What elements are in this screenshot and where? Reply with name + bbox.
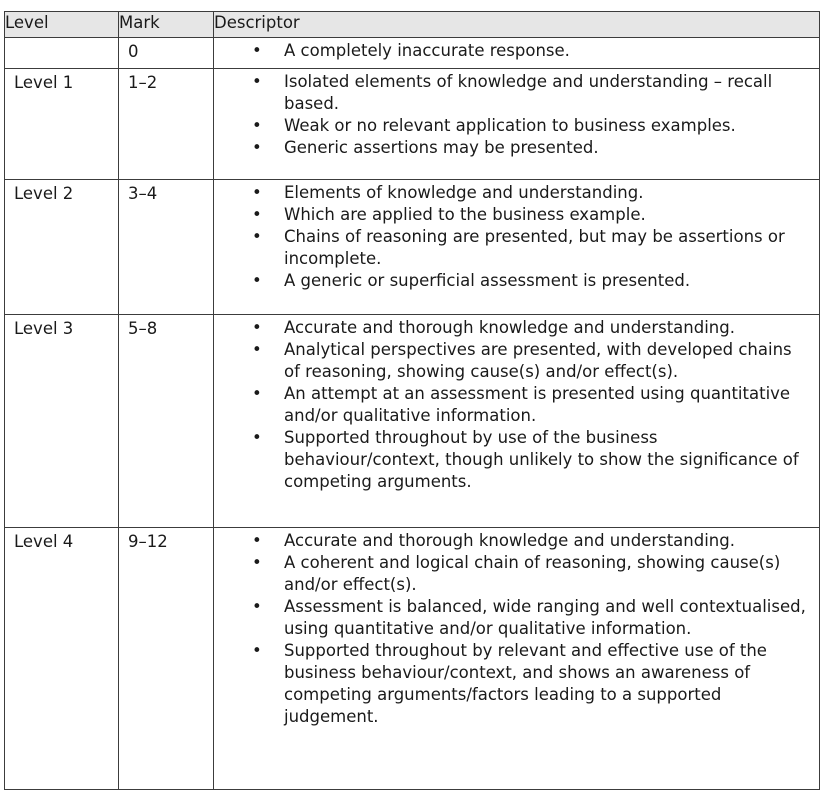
descriptor-text: Supported throughout by use of the business behaviour/context, though unlikely to show the significance of competing arguments. <box>284 428 799 491</box>
bullet-icon: • <box>252 553 262 572</box>
descriptor-text: Accurate and thorough knowledge and understanding. <box>284 318 735 337</box>
bullet-icon: • <box>252 116 262 135</box>
list-item <box>214 427 819 493</box>
descriptor-text: An attempt at an assessment is presented using quantitative and/or qualitative information. <box>284 384 791 425</box>
descriptor-text: Isolated elements of knowledge and understanding – recall based. <box>284 72 773 113</box>
bullet-icon: • <box>252 41 262 60</box>
descriptor-text: Generic assertions may be presented. <box>284 138 599 157</box>
descriptor-cell <box>214 69 820 180</box>
bullet-icon: • <box>252 183 262 202</box>
descriptor-text: A generic or superficial assessment is presented. <box>284 271 691 290</box>
descriptor-list <box>214 530 819 728</box>
descriptor-list <box>214 71 819 159</box>
bullet-icon: • <box>252 205 262 224</box>
table-row <box>5 180 820 315</box>
level-cell <box>5 38 119 69</box>
level-cell: Level 2 <box>5 180 119 315</box>
descriptor-list <box>214 317 819 493</box>
list-item <box>214 137 819 159</box>
list-item <box>214 596 819 640</box>
list-item <box>214 530 819 552</box>
descriptor-list <box>214 182 819 292</box>
list-item <box>214 317 819 339</box>
level-cell: Level 1 <box>5 69 119 180</box>
mark-cell: 9–12 <box>119 528 214 790</box>
bullet-icon: • <box>252 428 262 447</box>
descriptor-text: Weak or no relevant application to business examples. <box>284 116 736 135</box>
level-cell: Level 4 <box>5 528 119 790</box>
list-item <box>214 552 819 596</box>
descriptor-cell <box>214 38 820 69</box>
descriptor-cell <box>214 315 820 528</box>
bullet-icon: • <box>252 72 262 91</box>
table-row <box>5 315 820 528</box>
list-item <box>214 383 819 427</box>
table-row <box>5 69 820 180</box>
bullet-icon: • <box>252 138 262 157</box>
list-item <box>214 204 819 226</box>
header-descriptor: Descriptor <box>214 12 820 38</box>
header-mark: Mark <box>119 12 214 38</box>
descriptor-text: Elements of knowledge and understanding. <box>284 183 644 202</box>
list-item <box>214 640 819 728</box>
mark-cell: 0 <box>119 38 214 69</box>
descriptor-text: Accurate and thorough knowledge and understanding. <box>284 531 735 550</box>
bullet-icon: • <box>252 318 262 337</box>
bullet-icon: • <box>252 531 262 550</box>
descriptor-cell <box>214 180 820 315</box>
descriptor-text: Assessment is balanced, wide ranging and well contextualised, using quantitative and/or qualitative information. <box>284 597 806 638</box>
list-item <box>214 40 819 62</box>
mark-cell: 5–8 <box>119 315 214 528</box>
descriptor-text: Chains of reasoning are presented, but may be assertions or incomplete. <box>284 227 785 268</box>
table-row <box>5 528 820 790</box>
bullet-icon: • <box>252 641 262 660</box>
list-item <box>214 226 819 270</box>
table-row <box>5 38 820 69</box>
descriptor-text: A completely inaccurate response. <box>284 41 570 60</box>
descriptor-text: A coherent and logical chain of reasoning, showing cause(s) and/or effect(s). <box>284 553 781 594</box>
descriptor-list <box>214 40 819 62</box>
bullet-icon: • <box>252 384 262 403</box>
list-item <box>214 71 819 115</box>
header-level: Level <box>5 12 119 38</box>
descriptor-text: Which are applied to the business example. <box>284 205 646 224</box>
list-item <box>214 270 819 292</box>
header-row <box>5 12 820 38</box>
level-cell: Level 3 <box>5 315 119 528</box>
mark-cell: 3–4 <box>119 180 214 315</box>
list-item <box>214 339 819 383</box>
descriptor-cell <box>214 528 820 790</box>
descriptor-text: Analytical perspectives are presented, with developed chains of reasoning, showing cause(s) and/or effect(s). <box>284 340 792 381</box>
mark-scheme-table <box>4 11 820 790</box>
bullet-icon: • <box>252 227 262 246</box>
mark-cell: 1–2 <box>119 69 214 180</box>
list-item <box>214 182 819 204</box>
bullet-icon: • <box>252 597 262 616</box>
bullet-icon: • <box>252 271 262 290</box>
descriptor-text: Supported throughout by relevant and effective use of the business behaviour/context, and shows an awareness of competing arguments/factors leading to a supported judgement. <box>284 641 767 726</box>
list-item <box>214 115 819 137</box>
bullet-icon: • <box>252 340 262 359</box>
